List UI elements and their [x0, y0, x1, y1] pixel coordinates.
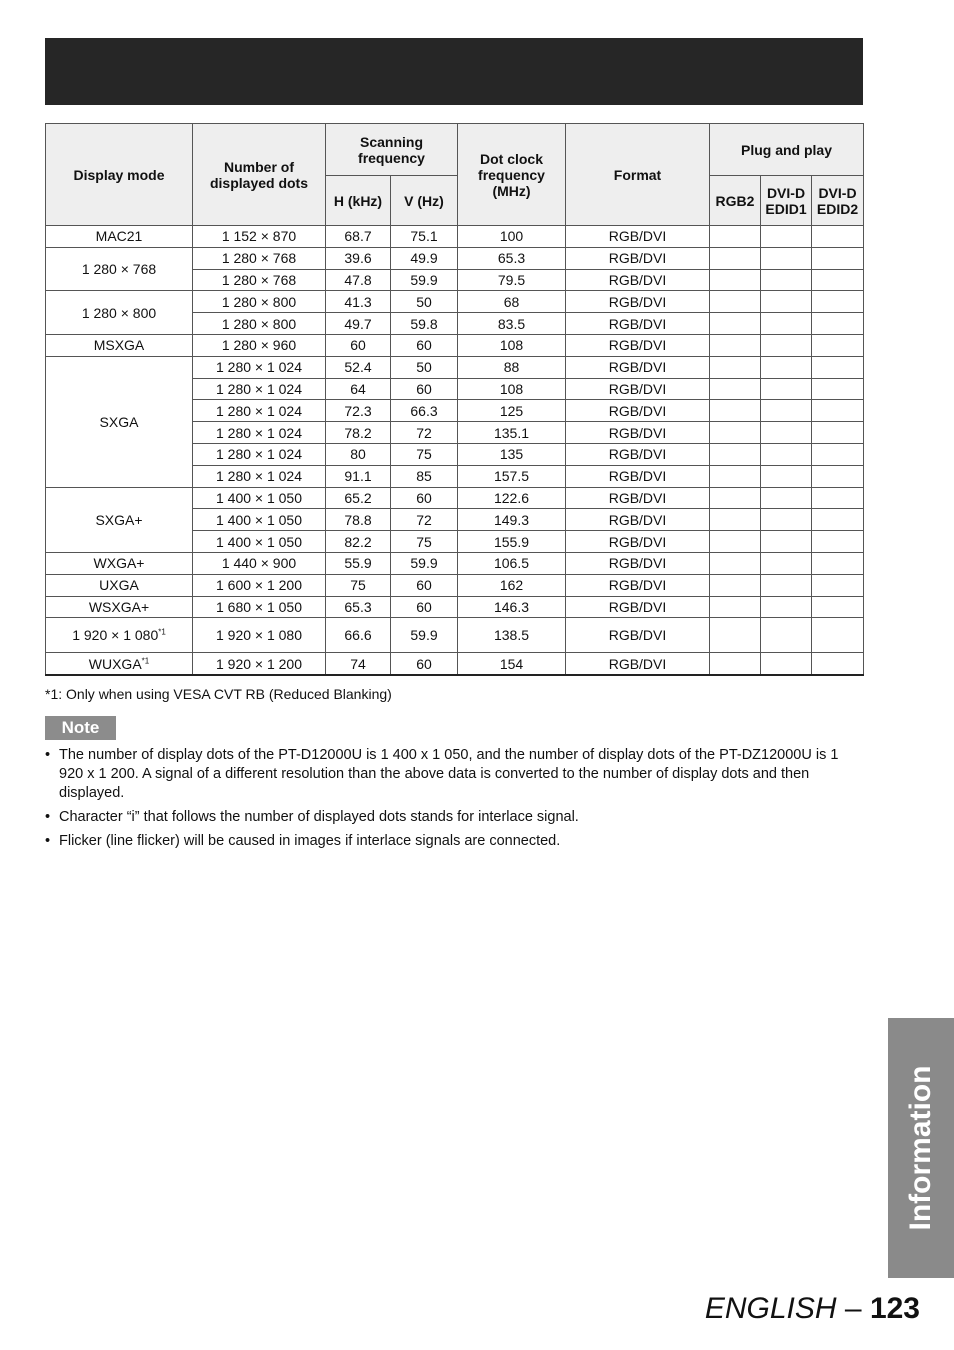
cell-dvi-edid2: [812, 356, 864, 378]
cell-v-hz: 50: [391, 291, 458, 313]
cell-h-khz: 65.2: [326, 487, 391, 509]
cell-v-hz: 75: [391, 531, 458, 553]
cell-dvi-edid2: [812, 552, 864, 574]
cell-dots: 1 400 × 1 050: [193, 509, 326, 531]
bullet-icon: •: [45, 747, 51, 763]
cell-dot-clock: 65.3: [458, 247, 566, 269]
note-item: • Character “i” that follows the number of displayed dots stands for interlace signal.: [45, 809, 579, 825]
cell-dvi-edid2: [812, 574, 864, 596]
table-row: [46, 618, 864, 653]
cell-dot-clock: 162: [458, 574, 566, 596]
page-number: 123: [869, 1292, 920, 1325]
cell-dvi-edid2: [812, 653, 864, 675]
cell-dvi-edid2: [812, 378, 864, 400]
cell-rgb2: [710, 378, 761, 400]
cell-rgb2: [710, 487, 761, 509]
cell-display-mode: 1 280 × 768: [46, 247, 193, 291]
cell-v-hz: 49.9: [391, 247, 458, 269]
table-row: [46, 356, 864, 378]
cell-rgb2: [710, 400, 761, 422]
cell-rgb2: [710, 226, 761, 248]
cell-dvi-edid2: [812, 422, 864, 444]
cell-h-khz: 72.3: [326, 400, 391, 422]
cell-h-khz: 68.7: [326, 226, 391, 248]
page-footer: [705, 1292, 920, 1326]
cell-dvi-edid1: [761, 400, 812, 422]
cell-h-khz: 39.6: [326, 247, 391, 269]
cell-dvi-edid1: [761, 356, 812, 378]
cell-dvi-edid2: [812, 487, 864, 509]
col-rgb2: RGB2: [710, 176, 761, 226]
cell-rgb2: [710, 653, 761, 675]
cell-dot-clock: 125: [458, 400, 566, 422]
cell-dot-clock: 106.5: [458, 552, 566, 574]
col-plug-and-play: Plug and play: [710, 124, 864, 176]
cell-format: RGB/DVI: [566, 487, 710, 509]
cell-v-hz: 75: [391, 443, 458, 465]
cell-v-hz: 59.8: [391, 313, 458, 335]
cell-rgb2: [710, 443, 761, 465]
cell-format: RGB/DVI: [566, 596, 710, 618]
cell-format: RGB/DVI: [566, 269, 710, 291]
cell-rgb2: [710, 313, 761, 335]
cell-dvi-edid2: [812, 618, 864, 653]
cell-rgb2: [710, 247, 761, 269]
cell-display-mode: WXGA+: [46, 552, 193, 574]
cell-dots: 1 280 × 800: [193, 313, 326, 335]
cell-h-khz: 91.1: [326, 465, 391, 487]
cell-v-hz: 59.9: [391, 552, 458, 574]
cell-rgb2: [710, 574, 761, 596]
cell-display-mode: SXGA+: [46, 487, 193, 552]
col-v-hz: V (Hz): [391, 176, 458, 226]
cell-dot-clock: 100: [458, 226, 566, 248]
cell-format: RGB/DVI: [566, 247, 710, 269]
cell-dot-clock: 146.3: [458, 596, 566, 618]
cell-dots: 1 280 × 800: [193, 291, 326, 313]
cell-format: RGB/DVI: [566, 509, 710, 531]
cell-dvi-edid2: [812, 596, 864, 618]
cell-rgb2: [710, 618, 761, 653]
note-label: Note: [45, 716, 116, 740]
cell-display-mode: SXGA: [46, 356, 193, 487]
header-bar: [45, 38, 863, 105]
cell-v-hz: 60: [391, 334, 458, 356]
footnote-marker: *1: [141, 656, 150, 666]
cell-dvi-edid2: [812, 531, 864, 553]
cell-dvi-edid1: [761, 334, 812, 356]
cell-dvi-edid1: [761, 531, 812, 553]
footer-separator: –: [836, 1292, 870, 1325]
cell-dots: 1 280 × 1 024: [193, 378, 326, 400]
col-dots: Number of displayed dots: [193, 124, 326, 226]
cell-dot-clock: 68: [458, 291, 566, 313]
cell-format: RGB/DVI: [566, 422, 710, 444]
cell-v-hz: 72: [391, 509, 458, 531]
table-body: [46, 226, 864, 676]
cell-h-khz: 82.2: [326, 531, 391, 553]
cell-v-hz: 60: [391, 378, 458, 400]
cell-h-khz: 80: [326, 443, 391, 465]
cell-dots: 1 920 × 1 080: [193, 618, 326, 653]
cell-h-khz: 78.8: [326, 509, 391, 531]
cell-dvi-edid2: [812, 269, 864, 291]
cell-format: RGB/DVI: [566, 531, 710, 553]
cell-v-hz: 66.3: [391, 400, 458, 422]
cell-dots: 1 280 × 1 024: [193, 443, 326, 465]
cell-v-hz: 85: [391, 465, 458, 487]
cell-v-hz: 75.1: [391, 226, 458, 248]
cell-dvi-edid1: [761, 509, 812, 531]
cell-display-mode: WUXGA$^{*1}$: [46, 653, 193, 675]
cell-dots: 1 400 × 1 050: [193, 487, 326, 509]
note-item: • Flicker (line flicker) will be caused in images if interlace signals are connected.: [45, 833, 561, 849]
cell-dots: 1 280 × 1 024: [193, 400, 326, 422]
cell-rgb2: [710, 596, 761, 618]
cell-dots: 1 280 × 960: [193, 334, 326, 356]
cell-v-hz: 50: [391, 356, 458, 378]
cell-dvi-edid1: [761, 465, 812, 487]
table-row: [46, 552, 864, 574]
cell-dot-clock: 122.6: [458, 487, 566, 509]
col-h-khz: H (kHz): [326, 176, 391, 226]
cell-rgb2: [710, 531, 761, 553]
cell-h-khz: 64: [326, 378, 391, 400]
cell-h-khz: 55.9: [326, 552, 391, 574]
cell-dvi-edid1: [761, 313, 812, 335]
cell-display-mode: UXGA: [46, 574, 193, 596]
cell-h-khz: 78.2: [326, 422, 391, 444]
cell-v-hz: 60: [391, 596, 458, 618]
cell-dots: 1 680 × 1 050: [193, 596, 326, 618]
cell-dvi-edid2: [812, 400, 864, 422]
cell-display-mode: MAC21: [46, 226, 193, 248]
cell-dvi-edid1: [761, 422, 812, 444]
cell-h-khz: 41.3: [326, 291, 391, 313]
cell-dvi-edid2: [812, 334, 864, 356]
table-row: [46, 291, 864, 313]
cell-dvi-edid2: [812, 226, 864, 248]
cell-h-khz: 60: [326, 334, 391, 356]
cell-format: RGB/DVI: [566, 291, 710, 313]
cell-v-hz: 60: [391, 574, 458, 596]
cell-h-khz: 47.8: [326, 269, 391, 291]
cell-format: RGB/DVI: [566, 334, 710, 356]
cell-dvi-edid1: [761, 443, 812, 465]
col-format: Format: [566, 124, 710, 226]
cell-dvi-edid1: [761, 291, 812, 313]
cell-dvi-edid2: [812, 313, 864, 335]
table-row: [46, 226, 864, 248]
cell-dvi-edid2: [812, 291, 864, 313]
cell-dvi-edid1: [761, 247, 812, 269]
cell-display-mode: WSXGA+: [46, 596, 193, 618]
col-display-mode: Display mode: [46, 124, 193, 226]
cell-dots: 1 400 × 1 050: [193, 531, 326, 553]
col-dot-clock: Dot clock frequency (MHz): [458, 124, 566, 226]
cell-dots: 1 280 × 768: [193, 269, 326, 291]
cell-dvi-edid1: [761, 596, 812, 618]
cell-dots: 1 600 × 1 200: [193, 574, 326, 596]
cell-rgb2: [710, 552, 761, 574]
cell-h-khz: 66.6: [326, 618, 391, 653]
cell-v-hz: 60: [391, 487, 458, 509]
cell-h-khz: 74: [326, 653, 391, 675]
cell-v-hz: 72: [391, 422, 458, 444]
cell-format: RGB/DVI: [566, 400, 710, 422]
cell-h-khz: 52.4: [326, 356, 391, 378]
cell-format: RGB/DVI: [566, 618, 710, 653]
cell-dvi-edid1: [761, 618, 812, 653]
cell-dvi-edid1: [761, 378, 812, 400]
cell-v-hz: 59.9: [391, 618, 458, 653]
bullet-icon: •: [45, 833, 51, 849]
cell-format: RGB/DVI: [566, 653, 710, 675]
cell-dots: 1 280 × 768: [193, 247, 326, 269]
signal-table: [45, 123, 864, 676]
table-row: [46, 596, 864, 618]
cell-display-mode: 1 920 × 1 080$^{*1}$: [46, 618, 193, 653]
side-tab: [888, 1018, 954, 1278]
cell-dots: 1 280 × 1 024: [193, 356, 326, 378]
cell-display-mode: 1 280 × 800: [46, 291, 193, 335]
table-row: [46, 334, 864, 356]
cell-dvi-edid1: [761, 653, 812, 675]
cell-dot-clock: 88: [458, 356, 566, 378]
cell-format: RGB/DVI: [566, 574, 710, 596]
cell-dot-clock: 135: [458, 443, 566, 465]
cell-h-khz: 65.3: [326, 596, 391, 618]
cell-dot-clock: 155.9: [458, 531, 566, 553]
footnote: *1: Only when using VESA CVT RB (Reduced Blanking): [45, 686, 392, 702]
cell-format: RGB/DVI: [566, 356, 710, 378]
col-dvi-edid1: DVI-D EDID1: [761, 176, 812, 226]
cell-dvi-edid1: [761, 226, 812, 248]
cell-dots: 1 280 × 1 024: [193, 422, 326, 444]
cell-dvi-edid1: [761, 269, 812, 291]
notes-list: [45, 746, 865, 856]
cell-format: RGB/DVI: [566, 313, 710, 335]
cell-rgb2: [710, 291, 761, 313]
cell-dots: 1 280 × 1 024: [193, 465, 326, 487]
col-dvi-edid2: DVI-D EDID2: [812, 176, 864, 226]
cell-dot-clock: 138.5: [458, 618, 566, 653]
table-row: [46, 574, 864, 596]
cell-h-khz: 49.7: [326, 313, 391, 335]
cell-rgb2: [710, 269, 761, 291]
bullet-icon: •: [45, 809, 51, 825]
cell-dots: 1 920 × 1 200: [193, 653, 326, 675]
cell-display-mode: MSXGA: [46, 334, 193, 356]
cell-v-hz: 60: [391, 653, 458, 675]
cell-format: RGB/DVI: [566, 552, 710, 574]
cell-dvi-edid2: [812, 247, 864, 269]
cell-dvi-edid1: [761, 574, 812, 596]
cell-rgb2: [710, 334, 761, 356]
cell-dot-clock: 154: [458, 653, 566, 675]
cell-rgb2: [710, 509, 761, 531]
cell-dots: 1 440 × 900: [193, 552, 326, 574]
cell-dvi-edid2: [812, 509, 864, 531]
footer-language: ENGLISH: [704, 1292, 837, 1325]
cell-dot-clock: 157.5: [458, 465, 566, 487]
cell-dot-clock: 108: [458, 334, 566, 356]
cell-format: RGB/DVI: [566, 443, 710, 465]
side-tab-label: Information: [904, 1065, 937, 1231]
table-row: [46, 247, 864, 269]
cell-dot-clock: 135.1: [458, 422, 566, 444]
cell-dvi-edid1: [761, 487, 812, 509]
cell-format: RGB/DVI: [566, 465, 710, 487]
cell-h-khz: 75: [326, 574, 391, 596]
cell-dot-clock: 149.3: [458, 509, 566, 531]
footnote-marker: *1: [158, 627, 166, 637]
cell-dvi-edid2: [812, 443, 864, 465]
note-item: • The number of display dots of the PT-D12000U is 1 400 x 1 050, and the number of display dots of the PT-DZ12000U is 1 920 x 1 200. A signal of a different resolution than the above data is converted to the number of display dots and then displayed.: [45, 747, 839, 801]
cell-dvi-edid1: [761, 552, 812, 574]
col-scanning: Scanning frequency: [326, 124, 458, 176]
cell-dvi-edid2: [812, 465, 864, 487]
table-row: [46, 653, 864, 675]
cell-format: RGB/DVI: [566, 378, 710, 400]
cell-dot-clock: 79.5: [458, 269, 566, 291]
cell-rgb2: [710, 465, 761, 487]
cell-dot-clock: 108: [458, 378, 566, 400]
cell-dots: 1 152 × 870: [193, 226, 326, 248]
cell-format: RGB/DVI: [566, 226, 710, 248]
cell-rgb2: [710, 356, 761, 378]
cell-dot-clock: 83.5: [458, 313, 566, 335]
cell-v-hz: 59.9: [391, 269, 458, 291]
table-row: [46, 487, 864, 509]
cell-rgb2: [710, 422, 761, 444]
